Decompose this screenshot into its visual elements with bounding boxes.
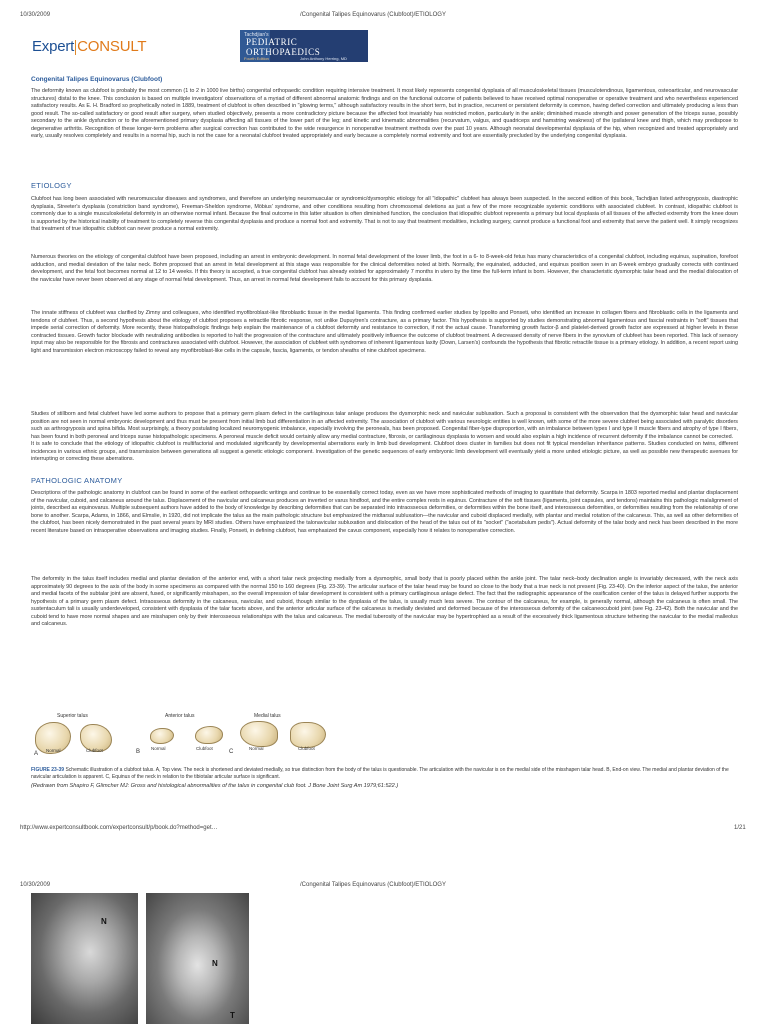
section-heading-etiology: ETIOLOGY [31, 181, 72, 190]
figure-label-anterior: Anterior talus [165, 713, 195, 719]
photo-label-n-right: N [212, 959, 218, 968]
histology-photo-left [31, 893, 138, 1024]
etiology-paragraph-5: It is safe to conclude that the etiology of idiopathic clubfoot is multifactorial and modulated significantly by developmental aberrations early in limb bud development. Clubfoot does cluster in families but does not fit typical mendelian inheritance patterns. Studies conducted on twins, different incidences in various ethnic groups, and transmission between generations all suggest a genetic etiologic component. Investigation of the genetic sequences of early embryonic limb development will eventually yield a more united etiologic picture, as well as possible new therapeutic avenues for interrupting or correcting these aberrations. [31, 441, 738, 462]
figure-label-superior: Superior talus [57, 713, 88, 719]
figure-letter-b: B [136, 749, 141, 755]
figure-credit: (Redrawn from Shapiro F, Glimcher MJ: Gross and histological abnormalities of the talus in congenital club foot. J Bone Joint Surg Am 1979;61:522.) [31, 783, 399, 789]
photo-label-t: T [230, 1011, 235, 1020]
etiology-paragraph-1: Clubfoot has long been associated with neuromuscular diseases and syndromes, and therefore an underlying neuromuscular or syndromic/dysmorphic etiology for all "idiopathic" clubfeet has always been suspected. In the second edition of this book, Tachdjian listed arthrogryposis, diastrophic dysplasia, Streeter's dysplasia (constriction band syndrome), Freeman-Sheldon syndrome, Möbius' syndrome, and other conditions resulting from chromosomal deletions as just a few of the more recognizable systemic conditions with associated clubfeet. In contrast, idiopathic clubfoot is commonly due to a single musculoskeletal deformity in an otherwise normal infant. Because the final outcome in this latter situation is often diminished function, the conclusion that idiopathic clubfoot represents a primary but local dysplasia of all tissues of the affected extremity from the knee down is supported by the historical inability of treatment to completely reverse this congenital dysplasia and produce a normal foot and extremity. That is not to say that treatment modalities, including surgery, cannot produce a functional foot and extremity that serve the patient well. It simply recognizes that treatment of true idiopathic clubfoot can never produce a normal extremity. [31, 196, 738, 232]
section-heading-pathologic-anatomy: PATHOLOGIC ANATOMY [31, 476, 123, 485]
figure-caption-text: Schematic illustration of a clubfoot talus. A, Top view. The neck is shortened and deviated medially, so true distinction from the body of the talus is questionable. The articulation with the navicular is on the medial side of the misshapen talar head. B, End-on view. The medial and plantar deviation of the navicular articulation is apparent. C, Equinus of the neck in relation to the tibiotalar articular surface is significant. [31, 767, 729, 780]
banner-line1: PEDIATRIC [246, 37, 298, 47]
header-title: /Congenital Talipes Equinovarus (Clubfoot)/ETIOLOGY [300, 12, 446, 18]
figure-letter-a: A [34, 751, 39, 757]
banner-edition: Fourth Edition [244, 56, 269, 61]
figure-caption-label: FIGURE 23-39 [31, 767, 65, 773]
figure-normal-a: Normal [46, 748, 61, 753]
footer-url[interactable]: http://www.expertconsultbook.com/expertconsult/p/book.do?method=get… [20, 825, 218, 831]
figure-normal-c: Normal [249, 746, 264, 751]
figure-label-medial: Medial talus [254, 713, 281, 719]
histology-photo-right [146, 893, 249, 1024]
etiology-paragraph-3: The innate stiffness of clubfeet was clarified by Zimny and colleagues, who identified myofibroblast-like fibroblastic tissue in the medial ligaments. This finding confirmed earlier studies by Ippolito and Ponseti, who identified an increase in collagen fibers and fibroblastic cells in the ligaments and tendons of clubfeet. Thus, a second hypothesis about the etiology of clubfoot proposes a retractile fibrotic response, not unlike Dupuytren's contracture, as a primary factor. This hypothesis is supported by studies demonstrating abnormal ligamentous and fascial restraints in "soft" tissues that impede serial correction of deformity. More recently, these histopathologic findings help explain the maintenance of a clubfoot deformity and resistance to correction, if not the actual cause. Transforming growth factor-β and platelet-derived growth factor are expressed at higher levels in these contracted tissues. Growth factor blockade with neutralizing antibodies is reported to halt the progression of the contracture and ultimately positively influence the outcome of clubfoot treatment. A decreased density of nerve fibers in the synovium of clubfeet has been reported. This lack of sensory input may also be responsible for the fibrosis and contractures associated with clubfoot. However, the association of clubfeet with syndromes of inherent ligamentous laxity (Down, Larsen's) confounds the hypothesis that fibrotic retractile tissue is a primary etiology. In addition, a recent report using light and transmission electron microscopy failed to reveal any myofibroblast-like cells in the capsule, fascia, ligaments, or tendon sheaths of nine clubfoot specimens. [31, 310, 738, 354]
pathology-paragraph-2: The deformity in the talus itself includes medial and plantar deviation of the anterior end, with a short talar neck projecting medially from a dysmorphic, small body that is poorly placed within the ankle joint. The talar neck–body declination angle is invariably decreased, with the neck axis approximately 90 degrees to the axis of the body in some specimens as compared with the normal 150 to 160 degrees (Fig. 23-39). The articular surface of the talar head may be found so close to the body that a true neck is not present (Fig. 23-40). On the inferior aspect of the talus, the anterior and medial facets of the subtalar joint are absent, fused, or significantly misshapen, so the overall impression of talar development is consistent with a primary cartilaginous anlage defect. The fact that the radiographic appearance of the ossification center of the talus is delayed further supports the hypothesis of a primary germ plasm defect. Intraosseous deformity in the calcaneus, navicular, and cuboid, though similar to the dysplasia of the talus, is usually much less severe. The contour of the calcaneus, for example, is generally normal, although the calcaneus is often small. The sustentaculum tali is usually underdeveloped, consistent with dysplasia of the talar facets above, and the anterior articular surface of the calcaneus is medially deviated and deformed because of the interosseous deformity of the calcaneocuboid joint (see Fig. 23-42). Both the navicular and the cuboid tend to have more normal shapes and are misshapen only by their interosseous relationships with the talus and calcaneus. The medial tuberosity of the navicular may be hypertrophied as a result of the excessively thick ligamentous structure tethering the navicular to the medial malleolus and calcaneus. [31, 576, 738, 627]
etiology-paragraph-4: Studies of stillborn and fetal clubfeet have led some authors to propose that a primary germ plasm defect in the cartilaginous talar anlage produces the dysmorphic neck and navicular subluxation. Such a proposal is consistent with the observation that the dysmorphic talar head and navicular position are not seen in normal embryonic development and thus must be present from initial limb bud differentiation in an affected extremity. The association of clubfoot with various neurologic entities is well known, with some of the more severe clubfeet being associated with paralytic disorders such as arthrogryposis and spina bifida. Most surprisingly, a theory postulating localized neuromyogenic imbalance, especially involving the peroneals, has been proposed. Congenital fiber-type disproportion, with an imbalance between types I and type II muscle fibers and atrophy of type I fibers, has been found in both peroneal and triceps surae histopathologic specimens. A peroneal muscle deficit would certainly allow any medial contracture, fibrosis, or cartilaginous dysplasia to worsen and would also explain a high incidence of recurrent deformity if the imbalance cannot be corrected. [31, 411, 738, 440]
figure-caption [31, 767, 736, 780]
banner-line2: ORTHOPAEDICS [246, 47, 321, 57]
footer-page-number: 1/21 [734, 825, 746, 831]
article-title: Congenital Talipes Equinovarus (Clubfoot) [31, 76, 163, 83]
talus-anterior-normal-drawing [150, 728, 174, 744]
intro-paragraph: The deformity known as clubfoot is probably the most common (1 to 2 in 1000 live births) congenital orthopaedic condition requiring intensive treatment. It most likely represents congenital dysplasia of all musculoskeletal tissues (musculotendinous, ligamentous, osteoarticular, and neurovascular structures) distal to the knee. This conclusion is based on multiple investigators' observations of a myriad of different abnormal anatomic findings and on the functional outcome of patients believed to have received optimal nonoperative or operative treatment and who nevertheless experienced satisfactory results. As E. H. Bradford so prophetically noted in 1889, treatment of clubfoot is often described in "glowing terms," although satisfactory results in the short term, but in practice, recurrent or persistent deformity is common, having defied correction and ultimately producing a less than good result. The so-called satisfactory or good result after surgery, when studied objectively, presents a more contradictory picture because the affected foot invariably has restricted motion, particularly in the ankle; diminished muscle strength and power generation of the triceps surae, possibly secondary to the ankle dysfunction or to the aforementioned primary dysplasia affecting all tissues of the lower part of the leg; and kinetic and kinematic abnormalities (recurvatum, valgus, and quadriceps and hamstring weakness) of the ipsilateral knee and thigh, which may predispose to degenerative arthritis. Recognition of these longer-term problems after surgical correction has contributed to the wide resurgence in nonoperative treatment methods over the past 10 years. Although neonatal developmental dysplasia of the hip, when recognized and treated appropriately and early, usually resolves completely and results in a normal hip, such is not the case for a neonatal clubfoot treated appropriately and early because a completely normal extremity and foot are essentially precluded by the underlying congenital dysplasia. [31, 88, 738, 139]
figure-normal-b: Normal [151, 746, 166, 751]
header-date: 10/30/2009 [20, 12, 51, 18]
figure-clubfoot-b: Clubfoot [196, 746, 213, 751]
banner-author: John Anthony Herring, MD [300, 56, 347, 61]
book-banner [240, 30, 368, 62]
logo-expert: Expert [32, 38, 75, 55]
logo-consult: CONSULT [77, 38, 147, 55]
figure-clubfoot-c: Clubfoot [298, 746, 315, 751]
page2-header-date: 10/30/2009 [20, 882, 51, 888]
page2-header-title: /Congenital Talipes Equinovarus (Clubfoot)/ETIOLOGY [300, 882, 446, 888]
pathology-paragraph-1: Descriptions of the pathologic anatomy in clubfoot can be found in some of the earliest orthopaedic writings and continue to be essentially correct today, even as we have more sophisticated methods of imaging to quantitate that deformity. Scarpa in 1803 reported medial and plantar displacement of the navicular, cuboid, and calcaneus around the talus. Displacement of the navicular and calcaneus produces an inverted or varus hindfoot, and the entire complex rests in equinus. Contracture of the soft tissues (ligaments, joint capsules, and tendons) maintains this pathologic malalignment of joints, described as equinovarus. Multiple subsequent authors have added to the body of knowledge by describing deformities that can be separated into intraosseous deformities, or deformities within the bone itself, and interosseous deformities, or deformities resulting from the relationship of one bone to another. Scarpa, Adams, in 1866, and Elmslie, in 1920, did not implicate the talus as the main pathologic structure but emphasized the midtarsal subluxation—the navicular and cuboid displaced medially, with plantar and medial rotation of the calcaneus. This, as well as other deformities of the clubfoot, has been nicely demonstrated in the past several years by MRI studies. Others have emphasized the talonavicular subluxation and dislocation of the head of the talus out of its "socket" ("acetabulum pedis"). Actual deformity of the talar body and neck has been described in the more recent literature based on intraoperative observations and imaging studies. Finally, Ponseti, in defining clubfoot, has emphasized the cavus component, especially how it relates to nonoperative correction. [31, 490, 738, 534]
talus-anterior-clubfoot-drawing [195, 726, 223, 744]
banner-top: Tachdjian's [244, 32, 269, 38]
talus-medial-clubfoot-drawing [290, 722, 326, 748]
photo-label-n-left: N [101, 917, 107, 926]
figure-clubfoot-a: Clubfoot [86, 748, 103, 753]
expert-consult-logo[interactable] [32, 38, 146, 55]
figure-letter-c: C [229, 749, 234, 755]
etiology-paragraph-2: Numerous theories on the etiology of congenital clubfoot have been proposed, including an arrest in embryonic development. In normal fetal development of the lower limb, the foot in a 6- to 8-week-old fetus has many characteristics of a congenital clubfoot, including equinus, supination, forefoot adduction, and medial deviation of the talar neck. Bohm proposed that an arrest in fetal development at this stage was responsible for the clinical deformities noted at birth. Normally, the equinated, adducted, and equinus position seen in an 8-week embryo gradually corrects with continued development, and the fetal foot becomes normal at 12 to 14 weeks. If this theory is accepted, a true congenital clubfoot has already existed for approximately 7 months in utero by the time the full-term infant is born. However, the characteristic dysmorphic talar head and the medial dislocation of the navicular have never been observed at any stage of normal fetal development. Thus, an arrest in normal fetal development fails to account for this primary dysplasia. [31, 254, 738, 283]
talus-medial-normal-drawing [240, 721, 278, 747]
